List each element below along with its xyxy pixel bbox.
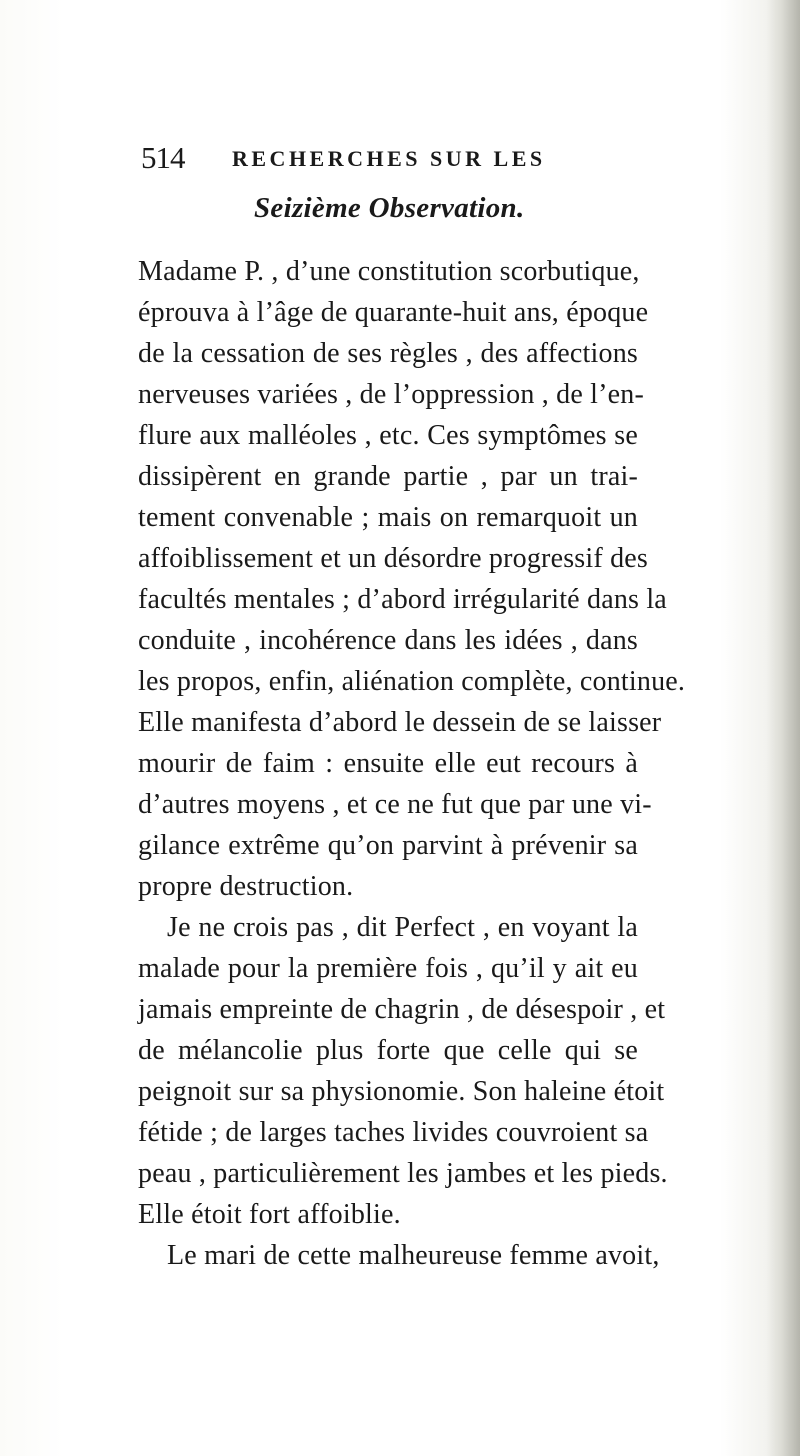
text-line: malade pour la première fois , qu’il y ait eu [138, 953, 638, 984]
text-line: Elle étoit fort affoiblie. [138, 1199, 401, 1230]
text-line: propre destruction. [138, 871, 354, 902]
page-edge-shadow [766, 0, 800, 1456]
text-line: gilance extrême qu’on parvint à prévenir sa [138, 830, 638, 861]
text-line: les propos, enfin, aliénation complète, continue. [138, 666, 686, 697]
text-line: d’autres moyens , et ce ne fut que par une vi- [138, 789, 652, 820]
text-line: éprouva à l’âge de quarante-huit ans, époque [138, 297, 649, 328]
text-line: flure aux malléoles , etc. Ces symptômes se [138, 420, 638, 451]
running-head [141, 140, 641, 180]
text-line: conduite , incohérence dans les idées , dans [138, 625, 638, 656]
text-line: dissipèrent en grande partie , par un trai- [138, 461, 638, 492]
text-line: mourir de faim : ensuite elle eut recours à [138, 748, 638, 779]
text-line: Madame P. , d’une constitution scorbutique, [138, 256, 640, 287]
text-line: de mélancolie plus forte que celle qui se [138, 1035, 638, 1066]
text-line: jamais empreinte de chagrin , de désespoir , et [138, 994, 666, 1025]
section-title: Seizième Observation. [254, 192, 525, 224]
text-line: Elle manifesta d’abord le dessein de se laisser [138, 707, 662, 738]
text-line: peignoit sur sa physionomie. Son haleine étoit [138, 1076, 665, 1107]
text-line: nerveuses variées , de l’oppression , de l’en- [138, 379, 645, 410]
text-line: facultés mentales ; d’abord irrégularité dans la [138, 584, 667, 615]
running-head-title: RECHERCHES SUR LES [232, 146, 546, 171]
text-line: Je ne crois pas , dit Perfect , en voyant la [167, 912, 638, 943]
page-number: 514 [141, 140, 185, 175]
text-line: fétide ; de larges taches livides couvroient sa [138, 1117, 649, 1148]
text-line: affoiblissement et un désordre progressif des [138, 543, 649, 574]
text-line: tement convenable ; mais on remarquoit un [138, 502, 638, 533]
text-line: de la cessation de ses règles , des affections [138, 338, 638, 369]
text-line: Le mari de cette malheureuse femme avoit, [167, 1240, 660, 1271]
text-line: peau , particulièrement les jambes et les pieds. [138, 1158, 668, 1189]
